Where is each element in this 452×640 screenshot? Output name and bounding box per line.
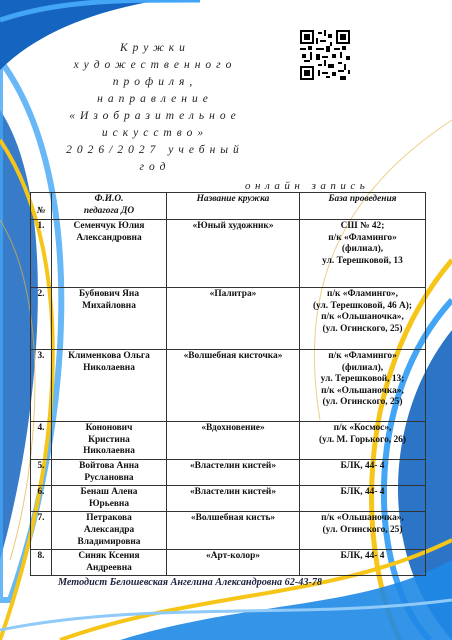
header-place: База проведения xyxy=(300,193,426,220)
row-teacher: Войтова Анна Руслановна xyxy=(52,460,167,486)
row-teacher: Синяк Ксения Андреевна xyxy=(52,550,167,576)
row-number: 2. xyxy=(31,288,52,350)
row-club: «Палитра» xyxy=(167,288,300,350)
title-line: искусство» xyxy=(101,127,209,139)
row-club: «Властелин кистей» xyxy=(167,460,300,486)
title-line: Кружки xyxy=(120,42,190,54)
row-number: 5. xyxy=(31,460,52,486)
row-teacher: Кононович Кристина Николаевна xyxy=(52,422,167,460)
title-line: 2026/2027 учебный xyxy=(66,144,244,156)
title-line: художественного xyxy=(73,59,237,71)
header-number: № xyxy=(31,193,52,220)
header-teacher: Ф.И.О. педагога ДО xyxy=(52,193,167,220)
row-place: п/к «Космос», (ул. М. Горького, 26) xyxy=(300,422,426,460)
title-line: «Изобразительное xyxy=(69,110,241,122)
row-club: «Волшебная кисть» xyxy=(167,512,300,550)
row-place: п/к «Фламинго», (ул. Терешковой, 46 А); п/к «Ольшаночка», (ул. Огинского, 25) xyxy=(300,288,426,350)
row-number: 1. xyxy=(31,220,52,288)
row-number: 3. xyxy=(31,350,52,422)
row-club: «Арт-колор» xyxy=(167,550,300,576)
row-teacher: Семенчук Юлия Александровна xyxy=(52,220,167,288)
row-teacher: Клименкова Ольга Николаевна xyxy=(52,350,167,422)
qr-code-icon[interactable] xyxy=(300,30,350,80)
row-number: 7. xyxy=(31,512,52,550)
clubs-table xyxy=(30,192,426,576)
row-number: 4. xyxy=(31,422,52,460)
row-club: «Волшебная кисточка» xyxy=(167,350,300,422)
row-teacher: Бубнович Яна Михайловна xyxy=(52,288,167,350)
row-club: «Юный художник» xyxy=(167,220,300,288)
row-teacher: Петракова Александра Владимировна xyxy=(52,512,167,550)
row-club: «Властелин кистей» xyxy=(167,486,300,512)
row-number: 8. xyxy=(31,550,52,576)
page-title xyxy=(40,40,270,176)
row-teacher: Бенаш Алена Юрьевна xyxy=(52,486,167,512)
row-place: СШ № 42; п/к «Фламинго» (филиал), ул. Терешковой, 13 xyxy=(300,220,426,288)
row-place: БЛК, 44- 4 xyxy=(300,460,426,486)
row-number: 6. xyxy=(31,486,52,512)
table-row xyxy=(31,512,426,550)
row-place: БЛК, 44- 4 xyxy=(300,550,426,576)
table-row xyxy=(31,460,426,486)
table-row xyxy=(31,422,426,460)
title-line: направление xyxy=(97,93,213,105)
row-place: БЛК, 44- 4 xyxy=(300,486,426,512)
row-place: п/к «Фламинго» (филиал), ул. Терешковой, 13; п/к «Ольшаночка», (ул. Огинского, 25) xyxy=(300,350,426,422)
table-row xyxy=(31,288,426,350)
row-place: п/к «Ольшаночка», (ул. Огинского, 25) xyxy=(300,512,426,550)
table-row xyxy=(31,486,426,512)
table-row xyxy=(31,550,426,576)
title-line: год xyxy=(139,161,171,173)
methodist-contact: Методист Белошевская Ангелина Александровна 62-43-78 xyxy=(58,577,323,588)
table-row xyxy=(31,350,426,422)
table-row xyxy=(31,220,426,288)
table-header-row xyxy=(31,193,426,220)
header-club: Название кружка xyxy=(167,193,300,220)
title-line: профиля, xyxy=(112,76,198,88)
online-registration-label[interactable]: онлайн запись xyxy=(245,180,370,192)
row-club: «Вдохновение» xyxy=(167,422,300,460)
